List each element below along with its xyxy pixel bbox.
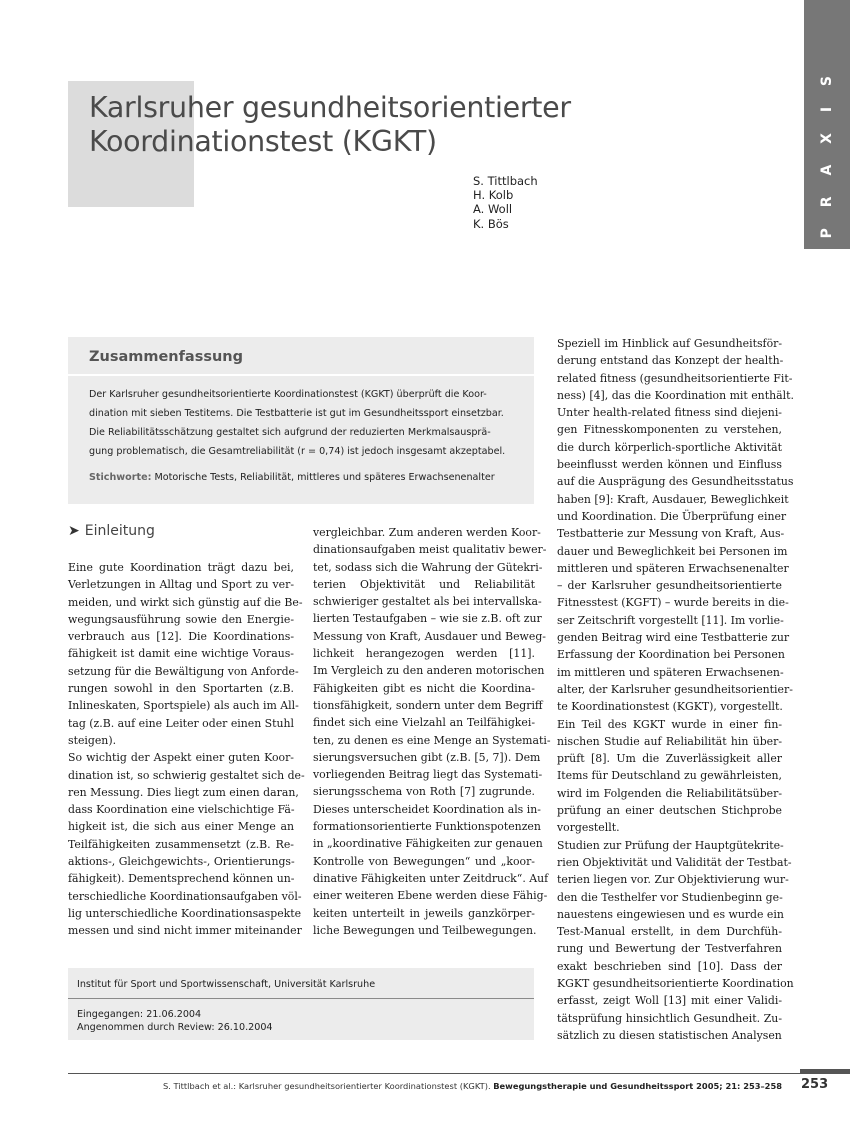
body-text-line: findet sich eine Vielzahl an Teilfähigkei- bbox=[313, 716, 536, 730]
footer-page-tab bbox=[800, 1069, 850, 1074]
body-text-line: exakt beschrieben sind [10]. Dass der bbox=[557, 959, 782, 973]
footer-journal: Bewegungstherapie und Gesundheitssport 2005; 21: 253–258 bbox=[493, 1081, 782, 1091]
author-name: K. Bös bbox=[473, 216, 509, 231]
body-text-line: keiten unterteilt in jeweils ganzkörper- bbox=[313, 906, 535, 920]
body-text-line: und Koordination. Die Überprüfung einer bbox=[557, 509, 787, 523]
body-text-line: Fitnesstest (KGFT) – wurde bereits in die- bbox=[557, 596, 789, 610]
body-text-line: im mittleren und späteren Erwachsenen- bbox=[557, 665, 784, 679]
abstract-box bbox=[68, 337, 534, 504]
body-text-line: in „koordinative Fähigkeiten zur genauen bbox=[313, 837, 543, 851]
affiliation-institute: Institut für Sport und Sportwissenschaft, Universität Karlsruhe bbox=[77, 979, 376, 990]
body-text-line: terschiedliche Koordinationsaufgaben völ- bbox=[68, 889, 302, 903]
body-text-line: lichkeit herangezogen werden [11]. bbox=[313, 647, 535, 661]
body-text-line: dinationsaufgaben meist qualitativ bewer- bbox=[313, 543, 547, 557]
section-tab-label: P R A X I S bbox=[819, 68, 835, 239]
body-text-line: Messung von Kraft, Ausdauer und Beweg- bbox=[313, 629, 546, 643]
abstract-line: Der Karlsruher gesundheitsorientierte Koordinationstest (KGKT) überprüft die Koor- bbox=[89, 389, 487, 400]
body-text-line: prüfung an einer deutschen Stichprobe bbox=[557, 804, 783, 818]
article-title-line-2: Koordinationstest (KGKT) bbox=[89, 125, 437, 158]
body-text-line: erfasst, zeigt Woll [13] mit einer Validi- bbox=[557, 994, 783, 1008]
body-text-line: rungen sowohl in den Sportarten (z.B. bbox=[68, 682, 294, 696]
body-text-line: sätzlich zu diesen statistischen Analysen bbox=[557, 1028, 782, 1042]
section-heading-text: Einleitung bbox=[84, 523, 155, 539]
body-text-line: ser Zeitschrift vorgestellt [11]. Im vorlie- bbox=[557, 613, 784, 627]
footer-citation-text: S. Tittlbach et al.: Karlsruher gesundheitsorientierter Koordinationstest (KGKT). bbox=[163, 1081, 494, 1091]
body-text-line: Items für Deutschland zu gewährleisten, bbox=[557, 769, 782, 783]
body-text-line: sierungsschema von Roth [7] zugrunde. bbox=[313, 785, 535, 799]
body-text-line: ness) [4], das die Koordination mit enthält. bbox=[557, 388, 794, 402]
body-text-line: verbrauch aus [12]. Die Koordinations- bbox=[68, 630, 295, 644]
body-text-line: dauer und Beweglichkeit bei Personen im bbox=[557, 544, 788, 558]
received-date: Eingegangen: 21.06.2004 bbox=[77, 1009, 202, 1020]
body-text-line: vergleichbar. Zum anderen werden Koor- bbox=[313, 526, 541, 539]
body-text-line: Fähigkeiten gibt es nicht die Koordina- bbox=[313, 681, 535, 695]
body-text-line: te Koordinationstest (KGKT), vorgestellt. bbox=[557, 700, 783, 714]
body-text-line: Im Vergleich zu den anderen motorischen bbox=[313, 664, 545, 678]
body-text-line: tionsfähigkeit, sondern unter dem Begriff bbox=[313, 698, 543, 712]
accepted-date: Angenommen durch Review: 26.10.2004 bbox=[77, 1022, 273, 1033]
body-text-line: prüft [8]. Um die Zuverlässigkeit aller bbox=[557, 752, 783, 766]
author-name: H. Kolb bbox=[473, 188, 514, 203]
body-text-line: nischen Studie auf Reliabilität hin über- bbox=[557, 734, 783, 748]
body-text-line: fähigkeit). Dementsprechend können un- bbox=[68, 872, 295, 886]
abstract-divider bbox=[68, 374, 534, 376]
body-text-line: terien liegen vor. Zur Objektivierung wur- bbox=[557, 873, 789, 887]
keywords-text: Motorische Tests, Reliabilität, mittleres und späteres Erwachsenenalter bbox=[151, 472, 495, 483]
author-name: A. Woll bbox=[473, 202, 513, 217]
body-text-line: meiden, und wirkt sich günstig auf die Be- bbox=[68, 595, 303, 609]
body-text-line: vorgestellt. bbox=[557, 821, 620, 835]
body-text-line: formationsorientierte Funktionspotenzen bbox=[313, 820, 541, 834]
body-text-line: beeinflusst werden können und Einfluss bbox=[557, 458, 782, 472]
body-text-line: dass Koordination eine vielschichtige Fä- bbox=[68, 803, 295, 817]
body-text-line: auf die Ausprägung des Gesundheitsstatus bbox=[557, 475, 794, 489]
body-text-line: Inlineskaten, Sportspiele) als auch im All- bbox=[68, 699, 299, 713]
body-text-line: Studien zur Prüfung der Hauptgütekrite- bbox=[557, 838, 784, 852]
body-text-line: gen Fitnesskomponenten zu verstehen, bbox=[557, 423, 783, 437]
body-text-line: vorliegenden Beitrag liegt das Systemati- bbox=[313, 768, 543, 782]
body-text-line: fähigkeit ist damit eine wichtige Voraus- bbox=[68, 647, 294, 661]
article-title-line-1: Karlsruher gesundheitsorientierter bbox=[89, 91, 571, 124]
body-text-line: ren Messung. Dies liegt zum einen daran, bbox=[68, 785, 299, 799]
body-text-line: Ein Teil des KGKT wurde in einer fin- bbox=[557, 717, 783, 731]
body-text-line: Test-Manual erstellt, in dem Durchfüh- bbox=[557, 925, 782, 939]
body-text-line: lig unterschiedliche Koordinationsaspekte bbox=[68, 906, 302, 920]
abstract-heading: Zusammenfassung bbox=[89, 349, 244, 365]
body-text-line: einer weiteren Ebene werden diese Fähig- bbox=[313, 889, 548, 903]
body-text-line: rung und Bewertung der Testverfahren bbox=[557, 942, 782, 956]
body-text-line: tet, sodass sich die Wahrung der Gütekri- bbox=[313, 560, 543, 574]
body-text-line: derung entstand das Konzept der health- bbox=[557, 354, 784, 368]
abstract-line: dination mit sieben Testitems. Die Testbatterie ist gut im Gesundheitssport einsetzbar. bbox=[89, 408, 504, 419]
body-text-line: ten, zu denen es eine Menge an Systemati- bbox=[313, 733, 551, 747]
body-text-line: sierungsversuchen gibt (z.B. [5, 7]). Dem bbox=[313, 750, 541, 764]
body-text-line: liche Bewegungen und Teilbewegungen. bbox=[313, 923, 537, 937]
body-text-line: Speziell im Hinblick auf Gesundheitsför- bbox=[557, 337, 783, 350]
body-text-line: Kontrolle von Bewegungen“ und „koor- bbox=[313, 854, 535, 868]
body-text-line: aktions-, Gleichgewichts-, Orientierungs- bbox=[68, 855, 295, 869]
body-text-line: Dieses unterscheidet Koordination als in- bbox=[313, 802, 541, 816]
body-text-line: tag (z.B. auf eine Leiter oder einen Stuhl bbox=[68, 716, 295, 730]
section-tab bbox=[804, 0, 850, 249]
footer-rule bbox=[68, 1073, 849, 1074]
body-text-line: lierten Testaufgaben – wie sie z.B. oft zur bbox=[313, 612, 542, 626]
author-list bbox=[473, 174, 538, 231]
body-text-line: setzung für die Bewältigung von Anforde- bbox=[68, 664, 299, 678]
affiliation-divider bbox=[68, 998, 534, 999]
body-text-line: tätsprüfung hinsichtlich Gesundheit. Zu- bbox=[557, 1011, 782, 1025]
affiliation-box bbox=[68, 968, 534, 1040]
page-number: 253 bbox=[801, 1077, 829, 1092]
body-text-line: wird im Folgenden die Reliabilitätsüber- bbox=[557, 786, 782, 800]
body-text-line: KGKT gesundheitsorientierte Koordination bbox=[557, 976, 794, 990]
article-title bbox=[89, 91, 609, 159]
body-text-line: genden Beitrag wird eine Testbatterie zur bbox=[557, 631, 790, 645]
body-text-line: terien Objektivität und Reliabilität bbox=[313, 577, 535, 591]
affiliation-dates bbox=[77, 1008, 273, 1034]
body-text-line: dination ist, so schwierig gestaltet sich de- bbox=[68, 768, 305, 782]
text-column-2 bbox=[313, 524, 551, 939]
body-text-line: haben [9]: Kraft, Ausdauer, Beweglichkeit bbox=[557, 492, 789, 506]
body-text-line: higkeit ist, die sich aus einer Menge an bbox=[68, 820, 295, 834]
body-text-line: Verletzungen in Alltag und Sport zu ver- bbox=[68, 578, 295, 592]
body-text-line: die durch körperlich-sportliche Aktivität bbox=[557, 440, 782, 454]
body-text-line: Testbatterie zur Messung von Kraft, Aus- bbox=[557, 527, 785, 541]
body-text-line: Eine gute Koordination trägt dazu bei, bbox=[68, 561, 294, 574]
body-text-line: dinative Fähigkeiten unter Zeitdruck“. Auf bbox=[313, 871, 549, 885]
abstract-line: Die Reliabilitätsschätzung gestaltet sich aufgrund der reduzierten Merkmalsausprä- bbox=[89, 427, 491, 438]
body-text-line: – der Karlsruher gesundheitsorientierte bbox=[557, 579, 782, 593]
body-text-line: Teilfähigkeiten zusammensetzt (z.B. Re- bbox=[68, 837, 294, 851]
body-text-line: alter, der Karlsruher gesundheitsorientier- bbox=[557, 682, 793, 696]
body-text-line: wegungsausführung sowie den Energie- bbox=[68, 612, 294, 626]
section-heading bbox=[68, 523, 155, 539]
body-text-line: schwieriger gestaltet als bei intervallska- bbox=[313, 595, 542, 609]
body-text-line: mittleren und späteren Erwachsenenalter bbox=[557, 561, 789, 575]
keywords-label: Stichworte: bbox=[89, 472, 152, 483]
body-text-line: steigen). bbox=[68, 733, 117, 747]
body-text-line: Unter health-related fitness sind diejeni- bbox=[557, 406, 782, 420]
body-text-line: related fitness (gesundheitsorientierte Fit- bbox=[557, 371, 793, 385]
body-text-line: So wichtig der Aspekt einer guten Koor- bbox=[68, 751, 294, 765]
footer-citation bbox=[163, 1081, 782, 1091]
body-text-line: den die Testhelfer vor Studienbeginn ge- bbox=[557, 890, 783, 904]
author-name: S. Tittlbach bbox=[473, 174, 538, 188]
text-column-1 bbox=[68, 559, 305, 940]
body-text-line: nauestens eingewiesen und es wurde ein bbox=[557, 907, 784, 921]
body-text-line: rien Objektivität und Validität der Testbat- bbox=[557, 855, 792, 869]
body-text-line: messen und sind nicht immer miteinander bbox=[68, 924, 302, 938]
abstract-line: gung problematisch, die Gesamtreliabilität (r = 0,74) ist jedoch insgesamt akzeptabel. bbox=[89, 446, 506, 457]
arrow-icon: ➤ bbox=[68, 523, 80, 539]
text-column-3 bbox=[557, 335, 794, 1044]
abstract-text bbox=[89, 385, 519, 461]
keywords bbox=[89, 472, 495, 483]
body-text-line: Erfassung der Koordination bei Personen bbox=[557, 648, 785, 662]
